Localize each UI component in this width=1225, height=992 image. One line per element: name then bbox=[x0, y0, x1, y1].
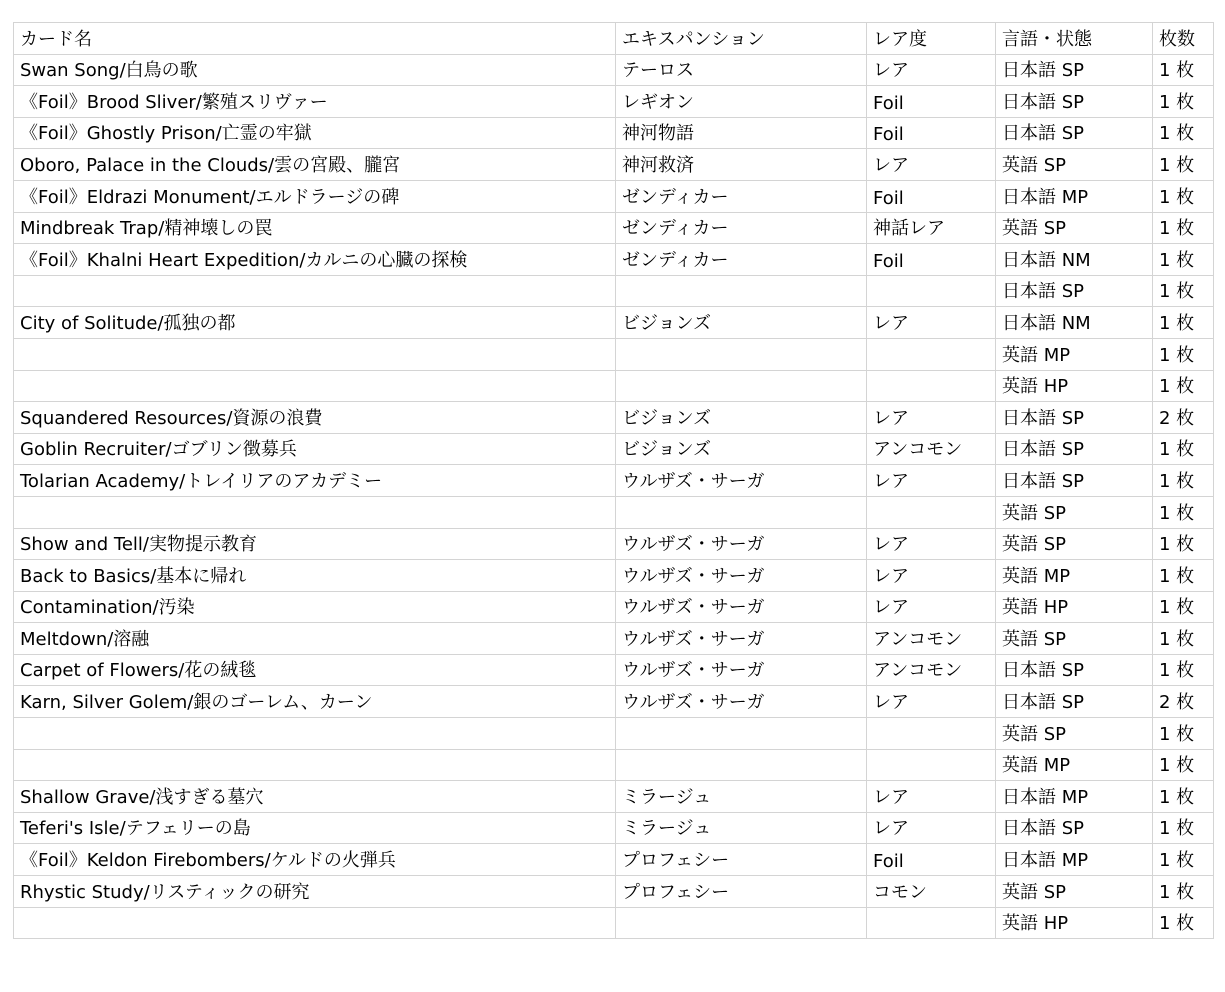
cell-expansion: プロフェシー bbox=[616, 844, 867, 876]
cell-expansion bbox=[616, 496, 867, 528]
cell-card-name bbox=[14, 496, 616, 528]
table-row bbox=[14, 749, 1214, 781]
cell-expansion: プロフェシー bbox=[616, 876, 867, 908]
table-row bbox=[14, 560, 1214, 592]
cell-rarity: レア bbox=[867, 591, 996, 623]
cell-quantity: 1 枚 bbox=[1153, 718, 1214, 750]
cell-card-name: Back to Basics/基本に帰れ bbox=[14, 560, 616, 592]
cell-language-condition: 英語 HP bbox=[996, 370, 1153, 402]
cell-rarity bbox=[867, 496, 996, 528]
cell-expansion: ウルザズ・サーガ bbox=[616, 686, 867, 718]
cell-card-name: Mindbreak Trap/精神壊しの罠 bbox=[14, 212, 616, 244]
cell-quantity: 1 枚 bbox=[1153, 528, 1214, 560]
cell-expansion bbox=[616, 718, 867, 750]
cell-card-name: 《Foil》Eldrazi Monument/エルドラージの碑 bbox=[14, 180, 616, 212]
cell-quantity: 1 枚 bbox=[1153, 244, 1214, 276]
cell-card-name: Oboro, Palace in the Clouds/雲の宮殿、朧宮 bbox=[14, 149, 616, 181]
table-row bbox=[14, 876, 1214, 908]
cell-card-name: Meltdown/溶融 bbox=[14, 623, 616, 655]
cell-language-condition: 日本語 MP bbox=[996, 781, 1153, 813]
cell-card-name: Karn, Silver Golem/銀のゴーレム、カーン bbox=[14, 686, 616, 718]
cell-card-name: Swan Song/白鳥の歌 bbox=[14, 54, 616, 86]
table-row bbox=[14, 686, 1214, 718]
cell-expansion: ウルザズ・サーガ bbox=[616, 623, 867, 655]
cell-language-condition: 英語 SP bbox=[996, 876, 1153, 908]
cell-language-condition: 英語 HP bbox=[996, 591, 1153, 623]
cell-quantity: 1 枚 bbox=[1153, 812, 1214, 844]
cell-expansion: 神河救済 bbox=[616, 149, 867, 181]
cell-quantity: 1 枚 bbox=[1153, 338, 1214, 370]
cell-quantity: 1 枚 bbox=[1153, 465, 1214, 497]
cell-rarity bbox=[867, 907, 996, 939]
cell-rarity: レア bbox=[867, 54, 996, 86]
cell-quantity: 1 枚 bbox=[1153, 623, 1214, 655]
cell-rarity bbox=[867, 370, 996, 402]
cell-card-name: Contamination/汚染 bbox=[14, 591, 616, 623]
cell-card-name: 《Foil》Khalni Heart Expedition/カルニの心臓の探検 bbox=[14, 244, 616, 276]
cell-language-condition: 英語 MP bbox=[996, 749, 1153, 781]
cell-language-condition: 英語 SP bbox=[996, 212, 1153, 244]
cell-card-name: Shallow Grave/浅すぎる墓穴 bbox=[14, 781, 616, 813]
cell-expansion: ビジョンズ bbox=[616, 433, 867, 465]
table-row bbox=[14, 844, 1214, 876]
cell-quantity: 1 枚 bbox=[1153, 370, 1214, 402]
cell-rarity: Foil bbox=[867, 86, 996, 118]
cell-quantity: 1 枚 bbox=[1153, 307, 1214, 339]
cell-quantity: 1 枚 bbox=[1153, 212, 1214, 244]
table-row bbox=[14, 907, 1214, 939]
table-row bbox=[14, 718, 1214, 750]
cell-card-name bbox=[14, 718, 616, 750]
cell-expansion: ウルザズ・サーガ bbox=[616, 560, 867, 592]
cell-rarity: Foil bbox=[867, 117, 996, 149]
table-row bbox=[14, 149, 1214, 181]
cell-language-condition: 日本語 SP bbox=[996, 812, 1153, 844]
cell-rarity: アンコモン bbox=[867, 433, 996, 465]
cell-card-name bbox=[14, 907, 616, 939]
cell-rarity: レア bbox=[867, 149, 996, 181]
cell-expansion: レギオン bbox=[616, 86, 867, 118]
cell-rarity: レア bbox=[867, 307, 996, 339]
cell-language-condition: 日本語 SP bbox=[996, 117, 1153, 149]
cell-language-condition: 日本語 SP bbox=[996, 654, 1153, 686]
cell-language-condition: 英語 SP bbox=[996, 528, 1153, 560]
cell-rarity bbox=[867, 718, 996, 750]
cell-language-condition: 日本語 SP bbox=[996, 433, 1153, 465]
cell-card-name: 《Foil》Brood Sliver/繁殖スリヴァー bbox=[14, 86, 616, 118]
table-row bbox=[14, 433, 1214, 465]
header-card-name: カード名 bbox=[14, 23, 616, 55]
cell-quantity: 1 枚 bbox=[1153, 781, 1214, 813]
cell-rarity: レア bbox=[867, 465, 996, 497]
cell-expansion: テーロス bbox=[616, 54, 867, 86]
cell-rarity bbox=[867, 275, 996, 307]
header-rarity: レア度 bbox=[867, 23, 996, 55]
cell-language-condition: 日本語 SP bbox=[996, 86, 1153, 118]
cell-expansion: ビジョンズ bbox=[616, 402, 867, 434]
cell-language-condition: 英語 SP bbox=[996, 623, 1153, 655]
cell-language-condition: 日本語 NM bbox=[996, 307, 1153, 339]
cell-quantity: 2 枚 bbox=[1153, 402, 1214, 434]
header-language-condition: 言語・状態 bbox=[996, 23, 1153, 55]
cell-expansion: ゼンディカー bbox=[616, 212, 867, 244]
cell-expansion bbox=[616, 749, 867, 781]
cell-quantity: 1 枚 bbox=[1153, 560, 1214, 592]
cell-rarity: コモン bbox=[867, 876, 996, 908]
table-row bbox=[14, 623, 1214, 655]
cell-language-condition: 英語 SP bbox=[996, 496, 1153, 528]
cell-quantity: 1 枚 bbox=[1153, 907, 1214, 939]
cell-card-name: City of Solitude/孤独の都 bbox=[14, 307, 616, 339]
table-row bbox=[14, 117, 1214, 149]
card-inventory-table bbox=[13, 22, 1214, 939]
cell-rarity: アンコモン bbox=[867, 654, 996, 686]
cell-rarity: Foil bbox=[867, 244, 996, 276]
table-body bbox=[14, 54, 1214, 939]
header-expansion: エキスパンション bbox=[616, 23, 867, 55]
cell-quantity: 1 枚 bbox=[1153, 275, 1214, 307]
cell-card-name: Teferi's Isle/テフェリーの島 bbox=[14, 812, 616, 844]
cell-language-condition: 日本語 SP bbox=[996, 54, 1153, 86]
cell-quantity: 1 枚 bbox=[1153, 149, 1214, 181]
card-inventory-sheet bbox=[13, 22, 1213, 939]
cell-expansion: ゼンディカー bbox=[616, 180, 867, 212]
header-quantity: 枚数 bbox=[1153, 23, 1214, 55]
cell-quantity: 1 枚 bbox=[1153, 749, 1214, 781]
cell-expansion bbox=[616, 370, 867, 402]
cell-rarity: レア bbox=[867, 781, 996, 813]
cell-card-name bbox=[14, 275, 616, 307]
table-row bbox=[14, 338, 1214, 370]
cell-expansion: ウルザズ・サーガ bbox=[616, 528, 867, 560]
cell-expansion: ミラージュ bbox=[616, 812, 867, 844]
cell-language-condition: 日本語 MP bbox=[996, 844, 1153, 876]
cell-expansion bbox=[616, 275, 867, 307]
cell-expansion: ウルザズ・サーガ bbox=[616, 591, 867, 623]
cell-expansion: ウルザズ・サーガ bbox=[616, 465, 867, 497]
cell-rarity: レア bbox=[867, 686, 996, 718]
cell-quantity: 1 枚 bbox=[1153, 86, 1214, 118]
cell-language-condition: 英語 MP bbox=[996, 560, 1153, 592]
table-row bbox=[14, 307, 1214, 339]
table-row bbox=[14, 54, 1214, 86]
cell-quantity: 1 枚 bbox=[1153, 117, 1214, 149]
cell-card-name: Rhystic Study/リスティックの研究 bbox=[14, 876, 616, 908]
cell-card-name: Show and Tell/実物提示教育 bbox=[14, 528, 616, 560]
cell-quantity: 1 枚 bbox=[1153, 654, 1214, 686]
cell-rarity: アンコモン bbox=[867, 623, 996, 655]
cell-quantity: 1 枚 bbox=[1153, 54, 1214, 86]
table-row bbox=[14, 370, 1214, 402]
table-row bbox=[14, 275, 1214, 307]
table-row bbox=[14, 180, 1214, 212]
cell-rarity: Foil bbox=[867, 180, 996, 212]
cell-rarity: Foil bbox=[867, 844, 996, 876]
table-row bbox=[14, 654, 1214, 686]
cell-card-name: 《Foil》Keldon Firebombers/ケルドの火弾兵 bbox=[14, 844, 616, 876]
table-row bbox=[14, 496, 1214, 528]
cell-rarity: レア bbox=[867, 812, 996, 844]
cell-language-condition: 日本語 MP bbox=[996, 180, 1153, 212]
cell-language-condition: 英語 SP bbox=[996, 718, 1153, 750]
cell-expansion: 神河物語 bbox=[616, 117, 867, 149]
table-row bbox=[14, 402, 1214, 434]
cell-language-condition: 日本語 SP bbox=[996, 402, 1153, 434]
cell-expansion bbox=[616, 338, 867, 370]
header-row bbox=[14, 23, 1214, 55]
cell-expansion: ゼンディカー bbox=[616, 244, 867, 276]
cell-quantity: 1 枚 bbox=[1153, 180, 1214, 212]
cell-card-name: Squandered Resources/資源の浪費 bbox=[14, 402, 616, 434]
cell-card-name bbox=[14, 749, 616, 781]
cell-language-condition: 英語 MP bbox=[996, 338, 1153, 370]
cell-card-name: Goblin Recruiter/ゴブリン徴募兵 bbox=[14, 433, 616, 465]
cell-quantity: 1 枚 bbox=[1153, 844, 1214, 876]
table-row bbox=[14, 244, 1214, 276]
cell-language-condition: 日本語 SP bbox=[996, 275, 1153, 307]
cell-rarity: レア bbox=[867, 560, 996, 592]
cell-quantity: 1 枚 bbox=[1153, 433, 1214, 465]
table-row bbox=[14, 212, 1214, 244]
cell-card-name bbox=[14, 370, 616, 402]
table-row bbox=[14, 465, 1214, 497]
cell-language-condition: 日本語 SP bbox=[996, 686, 1153, 718]
cell-language-condition: 英語 SP bbox=[996, 149, 1153, 181]
table-row bbox=[14, 812, 1214, 844]
cell-quantity: 1 枚 bbox=[1153, 496, 1214, 528]
cell-expansion: ビジョンズ bbox=[616, 307, 867, 339]
table-row bbox=[14, 781, 1214, 813]
cell-language-condition: 日本語 NM bbox=[996, 244, 1153, 276]
cell-language-condition: 日本語 SP bbox=[996, 465, 1153, 497]
cell-card-name: Carpet of Flowers/花の絨毯 bbox=[14, 654, 616, 686]
cell-expansion: ウルザズ・サーガ bbox=[616, 654, 867, 686]
cell-quantity: 1 枚 bbox=[1153, 876, 1214, 908]
table-row bbox=[14, 86, 1214, 118]
cell-quantity: 1 枚 bbox=[1153, 591, 1214, 623]
cell-card-name: Tolarian Academy/トレイリアのアカデミー bbox=[14, 465, 616, 497]
cell-quantity: 2 枚 bbox=[1153, 686, 1214, 718]
table-row bbox=[14, 528, 1214, 560]
cell-expansion bbox=[616, 907, 867, 939]
cell-card-name: 《Foil》Ghostly Prison/亡霊の牢獄 bbox=[14, 117, 616, 149]
cell-rarity: 神話レア bbox=[867, 212, 996, 244]
cell-rarity bbox=[867, 338, 996, 370]
cell-card-name bbox=[14, 338, 616, 370]
cell-rarity bbox=[867, 749, 996, 781]
cell-rarity: レア bbox=[867, 402, 996, 434]
table-row bbox=[14, 591, 1214, 623]
cell-rarity: レア bbox=[867, 528, 996, 560]
cell-expansion: ミラージュ bbox=[616, 781, 867, 813]
cell-language-condition: 英語 HP bbox=[996, 907, 1153, 939]
